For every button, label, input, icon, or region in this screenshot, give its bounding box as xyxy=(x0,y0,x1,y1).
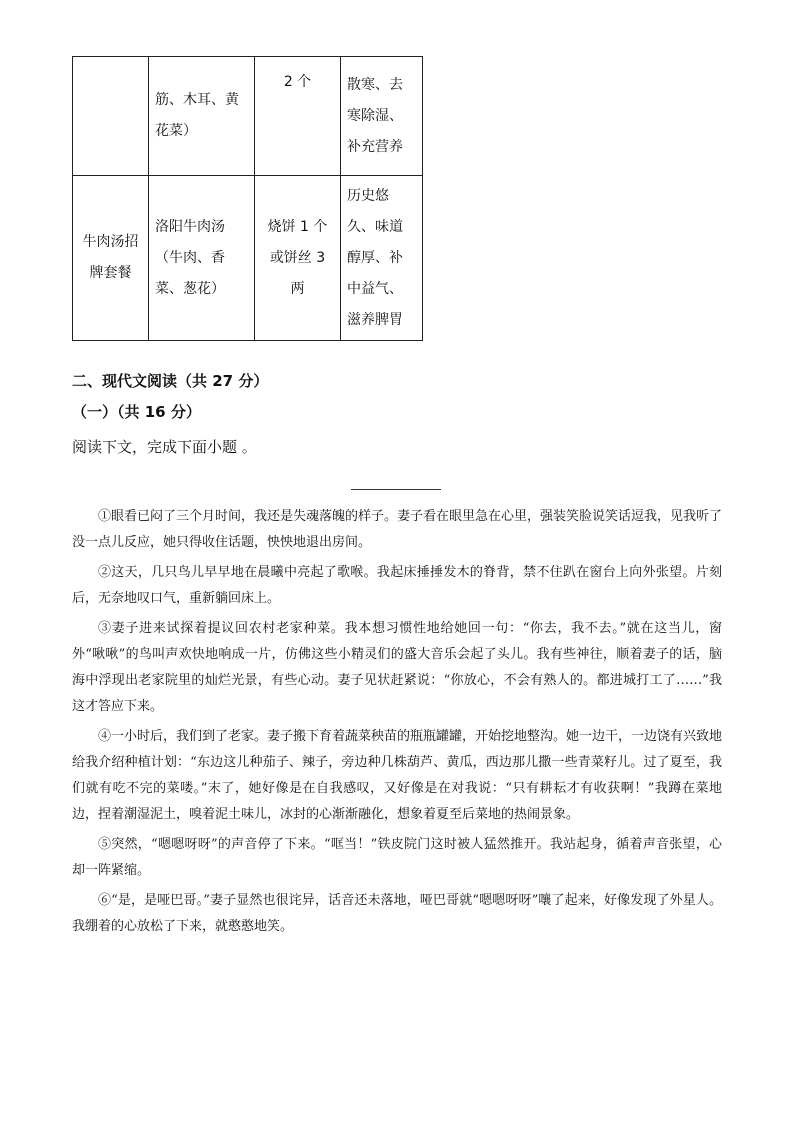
cell-text: 烧饼 1 个 xyxy=(267,218,328,235)
cell-text: 两 xyxy=(290,280,305,297)
cell-text: （牛肉、香 xyxy=(155,249,225,266)
cell-text: 中益气、 xyxy=(347,280,403,297)
cell-text: 菜、葱花） xyxy=(155,280,225,297)
table-cell xyxy=(73,57,149,176)
cell-text: 洛阳牛肉汤 xyxy=(155,218,225,235)
cell-text: 或饼丝 3 xyxy=(269,249,326,266)
paragraph-3: ③妻子进来试探着提议回农村老家种菜。我本想习惯性地给她回一句：“你去，我不去。”就在这当儿，窗外“啾啾”的鸟叫声欢快地响成一片，仿佛这些小精灵们的盛大音乐会起了头儿。我有些神往，顺着妻子的话，脑海中浮现出老家院里的灿烂光景，有些心动。妻子见状赶紧说：“你放心，不会有熟人的。都进城打工了……”我这才答应下来。 xyxy=(72,621,722,714)
table-cell xyxy=(255,176,341,341)
section-title: 二、现代文阅读（共 27 分） xyxy=(72,372,269,390)
cell-text: 补充营养 xyxy=(347,138,403,155)
cell-text: 散寒、去 xyxy=(347,76,403,93)
cell-text: 寒除湿、 xyxy=(347,107,403,124)
title-blank-line xyxy=(351,489,441,490)
cell-text: 筋、木耳、黄 xyxy=(155,92,239,108)
cell-text: 花菜） xyxy=(155,123,197,139)
table-cell xyxy=(149,176,255,341)
paragraph-4: ④一小时后，我们到了老家。妻子搬下育着蔬菜秧苗的瓶瓶罐罐，开始挖地整沟。她一边干，一边饶有兴致地给我介绍种植计划：“东边这儿种茄子、辣子，旁边种几株葫芦、黄瓜，西边那儿撒一些青菜籽儿。过了夏至，我们就有吃不完的菜喽。”末了，她好像是在自我感叹，又好像是在对我说：“只有耕耘才有收获啊！”我蹲在菜地边，捏着潮湿泥土，嗅着泥土味儿，冰封的心渐渐融化，想象着夏至后菜地的热闹景象。 xyxy=(72,729,723,822)
table-row xyxy=(73,57,423,176)
cell-text: 2 个 xyxy=(283,74,312,90)
cell-text: 牌套餐 xyxy=(89,265,132,281)
table-cell xyxy=(255,57,341,176)
paragraph-2: ②这天，几只鸟儿早早地在晨曦中亮起了歌喉。我起床捶捶发木的脊背，禁不住趴在窗台上向外张望。片刻后，无奈地叹口气，重新躺回床上。 xyxy=(72,565,722,606)
cell-text: 滋养脾胃 xyxy=(347,311,403,328)
paragraph-5: ⑤突然，“嗯嗯呀呀”的声音停了下来。“哐当！”铁皮院门这时被人猛然推开。我站起身，循着声音张望，心却一阵紧缩。 xyxy=(72,837,722,878)
table-cell xyxy=(73,176,149,341)
paragraph-1: ①眼看已闷了三个月时间，我还是失魂落魄的样子。妻子看在眼里急在心里，强装笑脸说笑话逗我，见我听了没一点儿反应，她只得收住话题，怏怏地退出房间。 xyxy=(72,509,723,550)
cell-text: 久、味道 xyxy=(347,218,403,235)
table-cell xyxy=(149,57,255,176)
cell-text: 牛肉汤招 xyxy=(82,234,139,250)
food-info-table xyxy=(72,56,423,341)
reading-instruction: 阅读下文，完成下面小题 。 xyxy=(72,438,257,456)
paragraph-6: ⑥“是，是哑巴哥。”妻子显然也很诧异，话音还未落地，哑巴哥就“嗯嗯呀呀”嚷了起来，好像发现了外星人。我绷着的心放松了下来，就憨憨地笑。 xyxy=(72,893,722,934)
table-cell xyxy=(341,176,423,341)
table-row xyxy=(73,176,423,341)
cell-text: 醇厚、补 xyxy=(347,249,403,266)
table-cell xyxy=(341,57,423,176)
subsection-title: （一）（共 16 分） xyxy=(72,403,201,421)
cell-text: 历史悠 xyxy=(347,187,389,204)
reading-passage xyxy=(72,504,722,944)
